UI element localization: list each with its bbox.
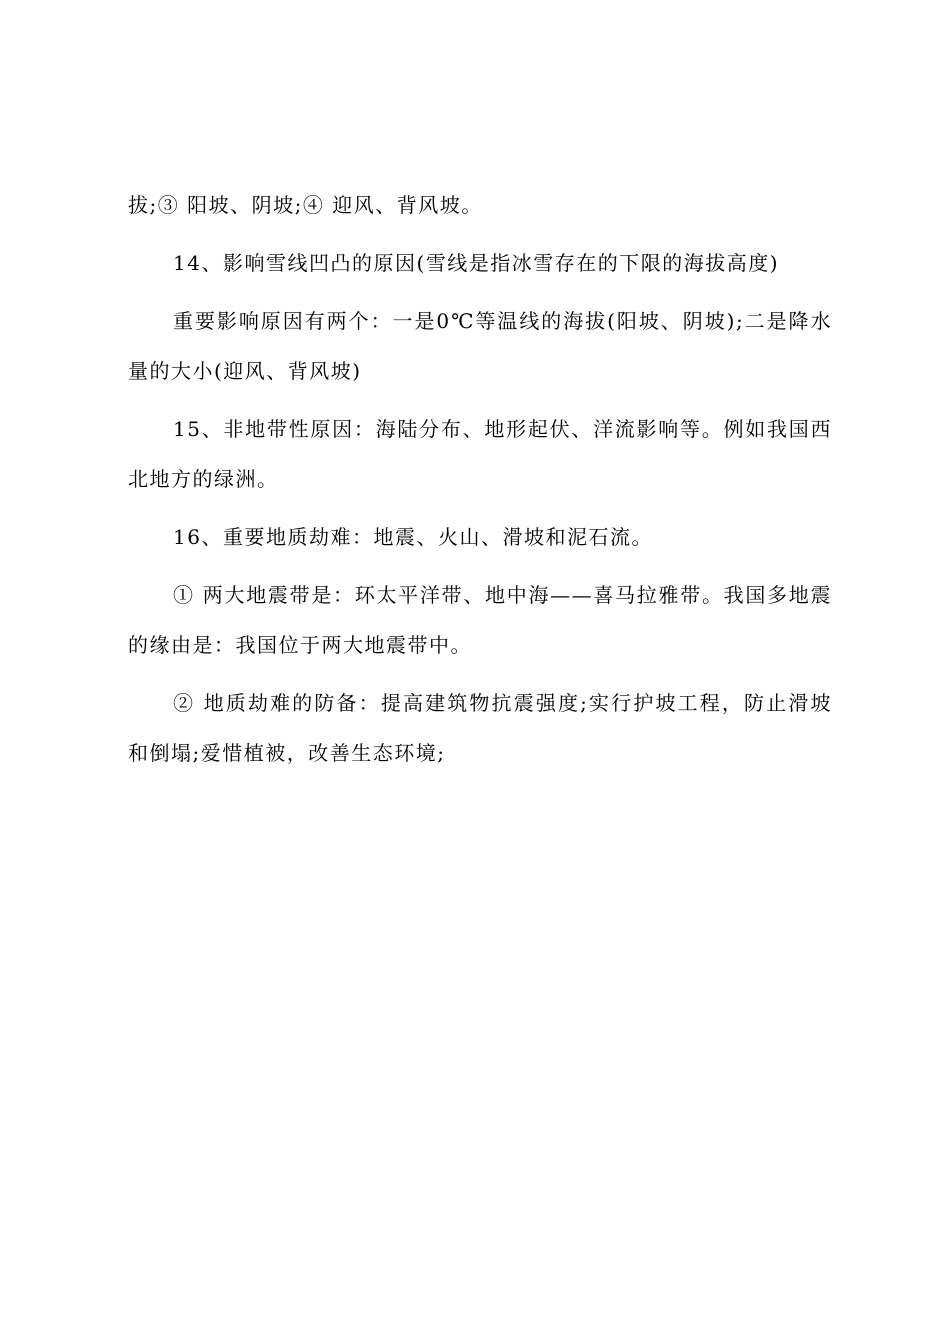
paragraph-continuation: 拔;③ 阳坡、阴坡;④ 迎风、背风坡。	[128, 193, 483, 217]
document-body	[128, 180, 832, 786]
paragraph-snowline-reasons: 重要影响原因有两个：一是0℃等温线的海拔(阳坡、阴坡);二是降水量的大小(迎风、背风坡)	[128, 309, 832, 383]
paragraph-earthquake-belts: ① 两大地震带是：环太平洋带、地中海——喜马拉雅带。我国多地震的缘由是：我国位于两大地震带中。	[128, 583, 832, 657]
paragraph-disaster-prevention: ② 地质劫难的防备：提高建筑物抗震强度;实行护坡工程，防止滑坡和倒塌;爱惜植被，改善生态环境;	[128, 691, 832, 765]
paragraph-item-14: 14、影响雪线凹凸的原因(雪线是指冰雪存在的下限的海拔高度)	[173, 251, 780, 275]
paragraph-item-15: 15、非地带性原因：海陆分布、地形起伏、洋流影响等。例如我国西北地方的绿洲。	[128, 417, 832, 491]
paragraph-item-16: 16、重要地质劫难：地震、火山、滑坡和泥石流。	[173, 525, 653, 549]
